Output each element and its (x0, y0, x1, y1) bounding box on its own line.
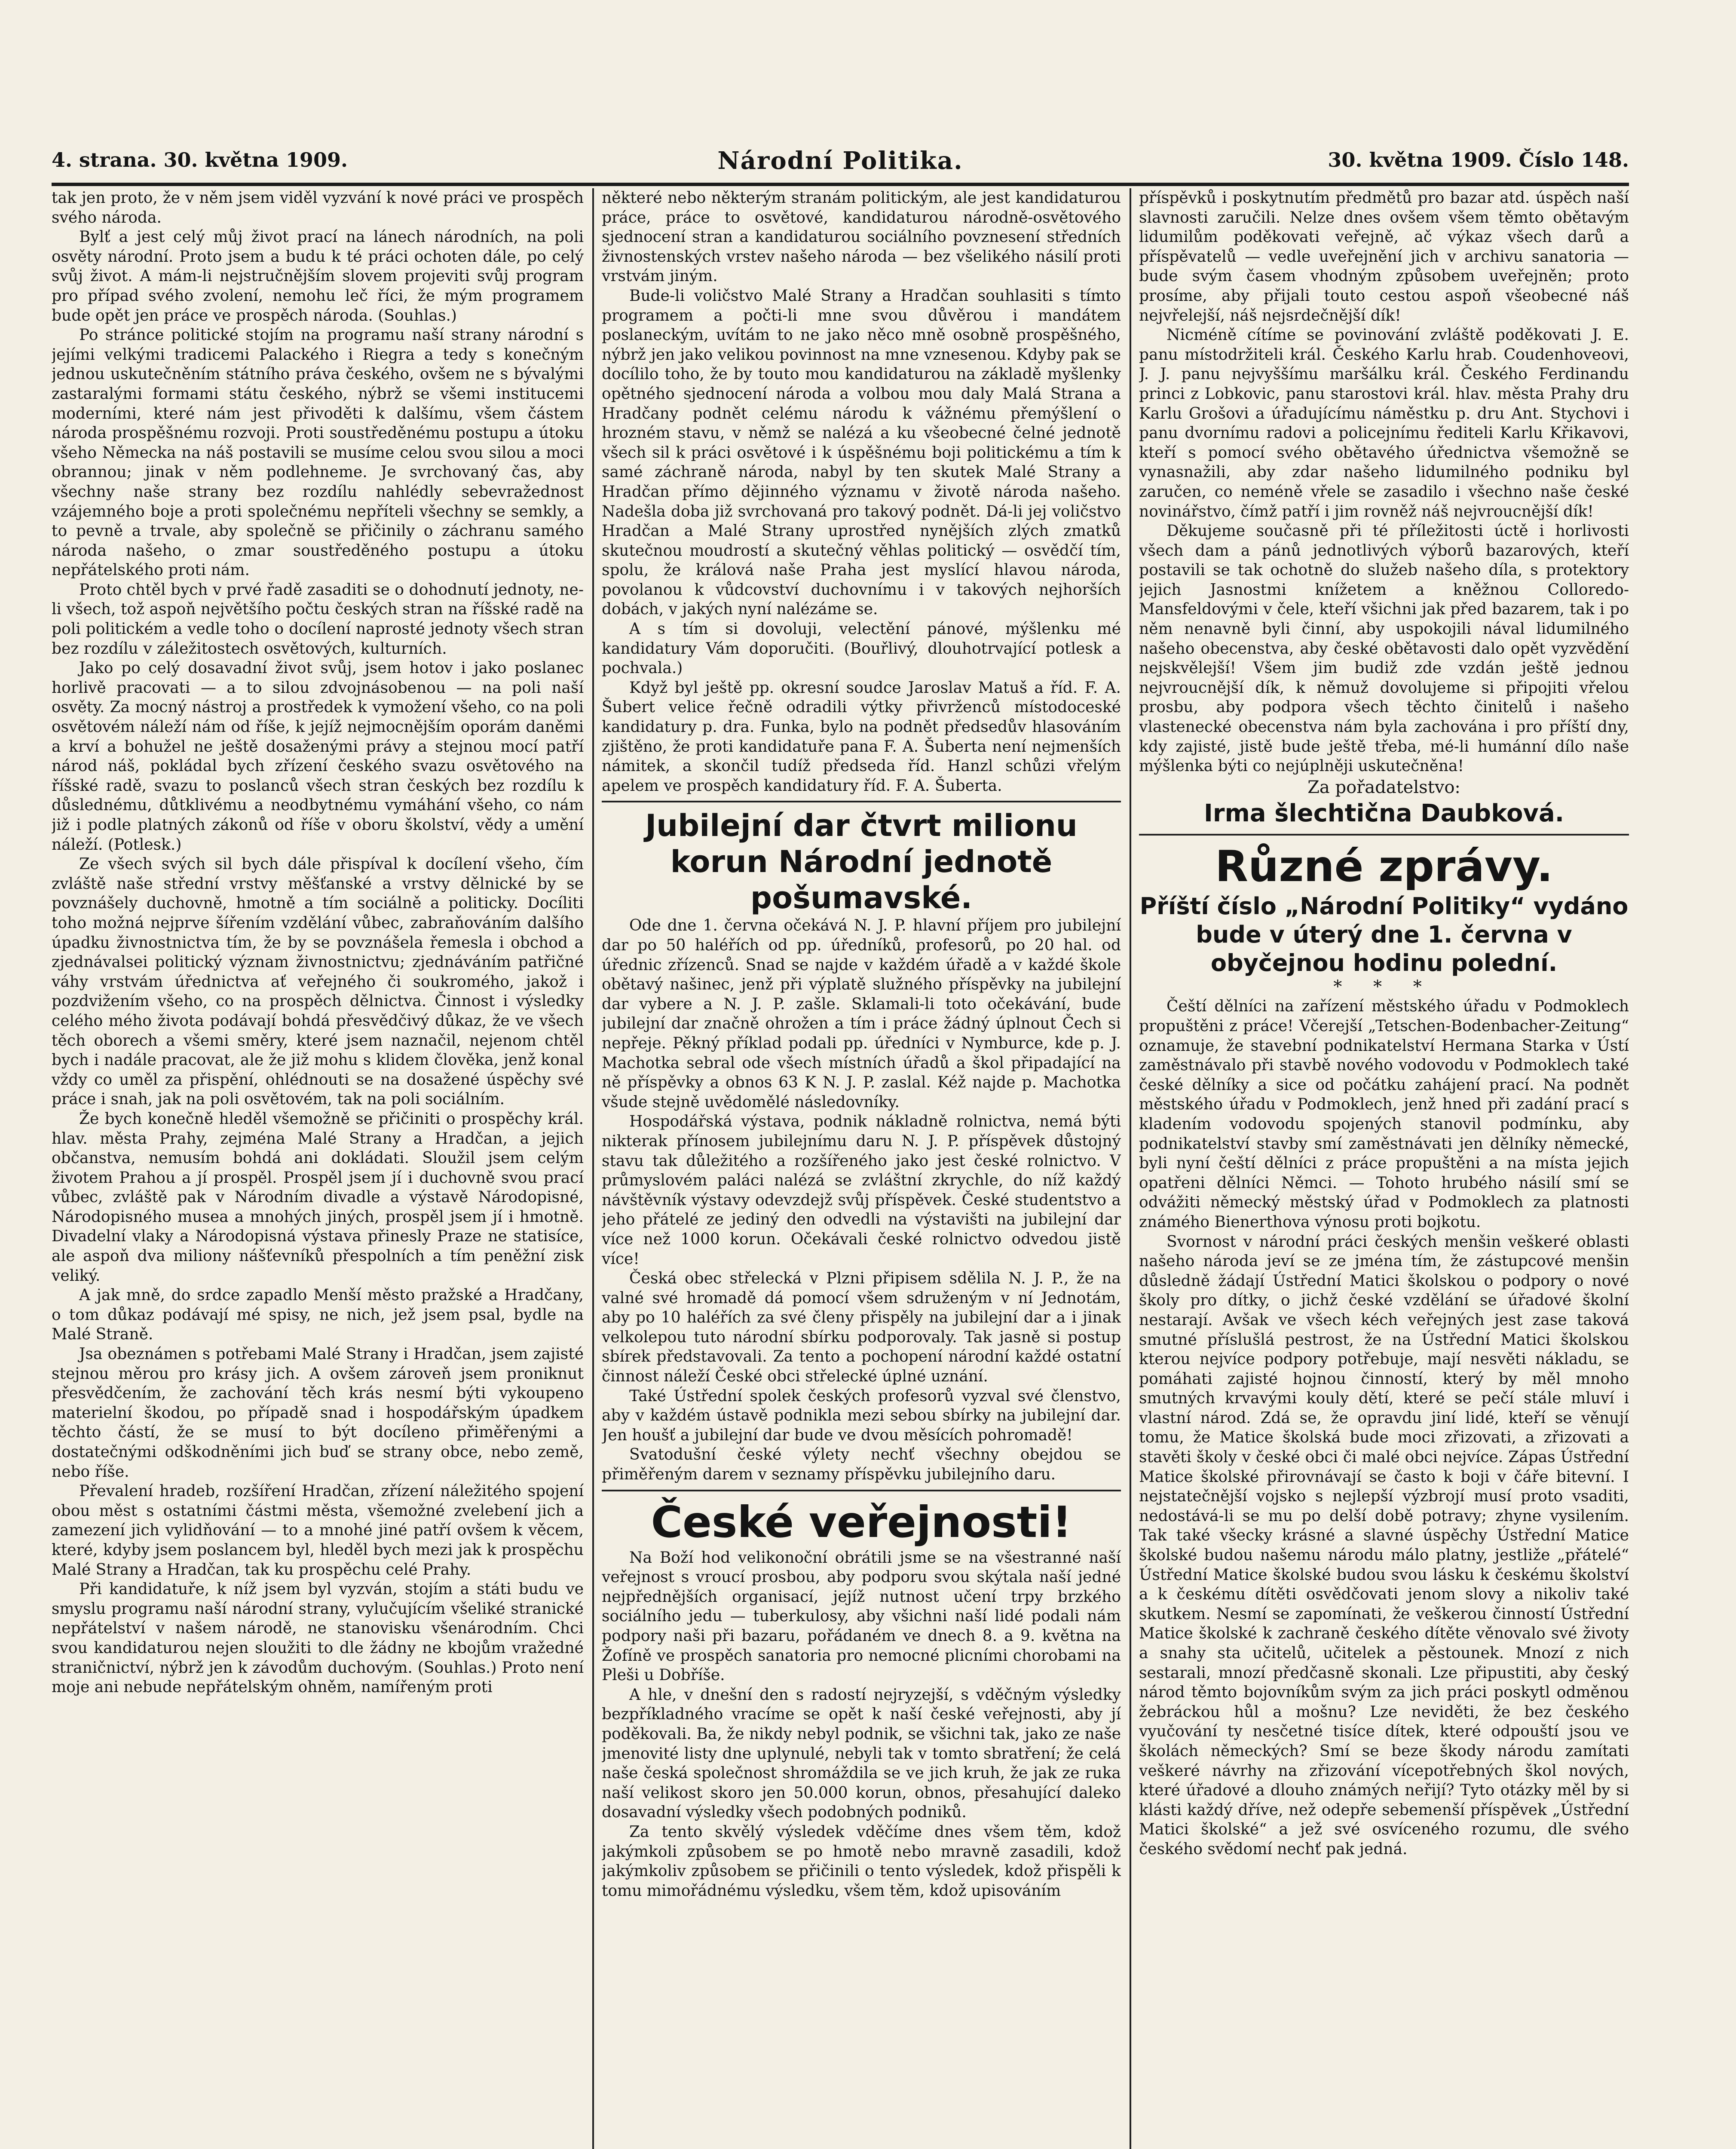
paragraph: A hle, v dnešní den s radostí nejryzejší, s vděčným výsledky bezpříkladného vracíme se opět k naší české veřejnosti, aby jí poděkovali. Ba, že nikdy nebyl podnik, se všichni tak, jako ze naše jmenovité listy dne uplynulé, nebyli tak v tomto sbratření; že celá naše česká společnost shromáždila se ve jich kruh, že jak ze ruka naší velikost skoro jen 50.000 korun, obnos, přesahující daleko dosavadní výsledky všech podobných podniků. (602, 1686, 1121, 1821)
column-divider-1 (592, 188, 594, 2149)
paragraph: Za tento skvělý výsledek vděčíme dnes všem těm, kdož jakýmkoli způsobem se po hmotě nebo mravně zasadili, kdož jakýmkoliv způsobem se přičinili o tento výsledek, kdož přispěli k tomu mimořádnému výsledku, všem těm, kdož upisováním (602, 1823, 1121, 1900)
column-divider-2 (1130, 188, 1131, 2149)
paragraph: Po stránce politické stojím na programu naší strany národní s jejími velkými tradicemi Palackého i Riegra a tedy s konečným jednou uskutečněním státního práva českého, ovšem ne s bývalými zastaralými formami státu českého, nýbrž se všemi institucemi moderními, které nám jest přivoděti k dalšímu, všem částem národa prospěšnému rozvoji. Proti soustředěnému postupu a útoku všeho Německa na náš postavili se musíme celou svou silou a moci obrannou; jinak v něm podlehneme. Je svrchovaný čas, aby všechny naše strany bez rozdílu nahlédly sebevražednost vzájemného boje a proti společnému nepříteli všechny se semkly, a to pevně a trvale, aby společně se přičinily o záchranu samého národa našeho, o zmar soustředěného postupu a útoku nepřátelského proti nám. (52, 326, 584, 579)
header-issue-number: 30. května 1909. Číslo 148. (1328, 148, 1629, 171)
paragraph: tak jen proto, že v něm jsem viděl vyzvání k nové práci ve prospěch svého národa. (52, 189, 584, 227)
paragraph: Bude-li voličstvo Malé Strany a Hradčan souhlasiti s tímto programem a počti-li mne svou důvěrou i mandátem poslaneckým, uvítám to ne jako něco mně osobně prospěšného, nýbrž jen jako velikou povinnost na mne vznesenou. Kdyby pak se docílilo toho, že by touto mou kandidaturou na základě myšlenky opětného sjednocení národa a volbou mou daly Malá Strana a Hradčany podnět celému národu k vážnému přemýšlení o hrozném stavu, v němž se nalézá a ku všeobecné čelné jednotě všech sil k práci osvětové i k úspěšnému boji politickému a tím k samé záchraně národa, nabyl by ten skutek Malé Strany a Hradčan přímo dějinného významu v životě národa našeho. Nadešla doba již svrchovaná pro takový podnět. Dá-li jej voličstvo Hradčan a Malé Strany uprostřed nynějších zlých zmatků skutečnou moudrostí a skutečný věhlas politický — osvědčí tím, spolu, že králová naše Praha jest myslící hlavou národa, povolanou k vůdcovství duchovnímu i v takových nejhorších dobách, v jakých nyní nalézáme se. (602, 287, 1121, 618)
paragraph: Svornost v národní práci českých menšin veškeré oblasti našeho národa jeví se ze jména tím, že zástupcové menšin důsledně žádají Ústřední Matici školskou o podpory o nové školy pro dítky, o jichž české vzdělání se úřadové školní nestarají. Avšak ve všech kéch veřejných jest zase taková smutné příslušlá pestrost, že na Ústřední Matici školskou kterou nejvíce podpory potřebuje, mají nesvěti nákladu, se pomáhati zajisté hojnou činností, který by měl mnoho smutných krvavými kouly dětí, které se pečí stále mluví i vlastní národ. Zdá se, že opravdu jiní lidé, kteří se věnují tomu, že Matice školská bude moci zřizovati, a zřizovati a stavěti školy v české obci či malé obci nejvíce. Zápas Ústřední Matice školské přirovnávají se často k boji v čáře bitevní. I nejstatečnější vojsko s nejlepší výzbrojí musí proto vsaditi, nedostává-li se mu po delší době potravy; zhyne vysilením. Tak také všecky krásné a slavné úspěchy Ústřední Matice školské budou našemu národu málo platny, jestliže „přátelé“ Ústřední Matice školské budou svou lásku k českému školství a k českému dítěti osvědčovati jenom slovy a nikoliv také skutkem. Nesmí se zapomínati, že veškerou činností Ústřední Matice školské k zachraně českého dítěte věnovalo své životy a snahy sta učitelů, učitelek a pěstounek. Mnozí z nich sestarali, mnozí předčasně skonali. Lze připustiti, aby český národ těmto bojovníkům svým za jich práci poskytl odměnou žebráckou hůl a mošnu? Lze neviděti, že bez českého vyučování ty nesčetné tisíce dítek, které odpouští jsou ve školách německých? Smí se beze škody národu zamítati veškeré návrhy na zřizování vícepotřebných škol nových, které úřadové a dlouho známých neřijí? Tyto otázky měl by si klásti každý dříve, než odepře sebemenší příspěvek „Ústřední Matici školské“ a jež své osvíceného rozumu, dle svého českého svědomí nechť pak jedná. (1139, 1233, 1629, 1858)
paragraph: Jako po celý dosavadní život svůj, jsem hotov i jako poslanec horlivě pracovati — a to silou zdvojnásobenou — na poli naší osvěty. Za mocný nástroj a prostředek k vymožení všeho, co na poli osvětovém náleží nám od říše, k jejíž nejmocnějším oporám daněmi a krví a bohužel ne ještě dosaženými právy a stejnou mocí patří národ náš, pokládal bych zřízení českého svazu osvětového na říšské radě, svazu to poslanců všech stran českých bez rozdílu k důslednému, důtklivému a neodbytnému vymáhání všeho, co nám již i podle platných zákonů od říše v oboru školství, vědy a umění náleží. (Potlesk.) (52, 659, 584, 854)
article-title-jubilee-gift: Jubilejní dar čtvrt milionu korun Národní jednotě pošumavské. (645, 808, 1078, 916)
section-rule (602, 1490, 1121, 1491)
paragraph: Když byl ještě pp. okresní soudce Jaroslav Matuš a říd. F. A. Šubert velice řečně odradili výtky přivrženců místodoceské kandidatury p. dra. Funka, bylo na podnět předsedův hlasováním zjištěno, že proti kandidatuře pana F. A. Šuberta není nejmenších námitek, a skončil tudíž předseda říd. Hanzl schůzi vřelým apelem ve prospěch kandidatury říd. F. A. Šuberta. (602, 679, 1121, 795)
header-rule (52, 183, 1629, 186)
paragraph: A jak mně, do srdce zapadlo Menší město pražské a Hradčany, o tom důkaz podávají mé spisy, ne nich, jež jsem psal, bydle na Malé Straně. (52, 1286, 584, 1344)
paragraph: Hospodářská výstava, podnik nákladně rolnictva, nemá býti nikterak přínosem jubilejnímu daru N. J. P. příspěvek důstojný stavu tak důležitého a rozšířeného jako jest české rolnictvo. V průmyslovém paláci nalézá se zvláštní zkrychle, do níž každý návštěvník výstavy odevzdejž svůj příspěvek. České studentstvo a jeho přátelé ze jediný den odvedli na výstavišti na jubilejní dar více než 1000 korun. Očekávali české rolnictvo odvedou jistě více! (602, 1113, 1121, 1268)
paragraph: Že bych konečně hleděl všemožně se přičiniti o prospěchy král. hlav. města Prahy, zejména Malé Strany a Hradčan, a jejich občanstva, nemusím bohdá ani dokládati. Sloužil jsem celým životem Prahou a jí prospěl. Prospěl jsem jí i duchovně svou prací vůbec, zvláště pak v Národním divadle a výstavě Národopisné, Národopisného musea a mnohých jiných, prospěl jsem jí i hmotně. Divadelní vlaky a Národopisná výstava přinesly Praze ne statisíce, ale aspoň dva miliony nášťevníků přespolních a tím peněžní zisk veliký. (52, 1110, 584, 1285)
section-title-misc-news: Různé zprávy. (1215, 841, 1553, 891)
paragraph: Svatodušní české výlety nechť všechny obejdou se přiměřeným darem v seznamy příspěvku jubilejního daru. (602, 1446, 1121, 1484)
paragraph: Při kandidatuře, k níž jsem byl vyzván, stojím a státi budu ve smyslu programu naší národní strany, vylučujícím všeliké stranické nepřátelství v našem národě, ne stanovisku všenárodním. Chci svou kandidaturou nejen sloužiti to dle žádny ne kbojům vražedné straničnictví, nýbrž jen k závodům duchovým. (Souhlas.) Proto není moje ani nebude nepřátelským ohněm, namířeným proti (52, 1580, 584, 1696)
paragraph: A s tím si dovoluji, velectění pánové, mýšlenku mé kandidatury Vám doporučiti. (Bouřlivý, dlouhotrvající potlesk a pochvala.) (602, 620, 1121, 677)
paragraph: příspěvků i poskytnutím předmětů pro bazar atd. úspěch naší slavnosti zaručili. Nelze dnes ovšem všem těmto obětavým lidumilům poděkovati veřejně, ač výkaz všech darů a příspěvatelů — vedle uveřejnění jich v archivu sanatoria — bude svým časem vhodným způsobem uveřejněn; proto prosíme, aby přijali touto cestou aspoň všeobecné náš nejvřelejší, náš nejsrdečnější dík! (1139, 189, 1629, 324)
paragraph: Česká obec střelecká v Plzni připisem sdělila N. J. P., že na valné své hromadě dá pomocí všem sdruženým v ní Jednotám, aby po 10 haléřích za své členy přispěly na jubilejní dar a i jinak velkolepou tuto národní sbírku podporovaly. Tak jasně si postup sbírek představovali. Za tento a pochopení národní každé ostatní činnost náleží České obci střelecké úplné uznání. (602, 1270, 1121, 1386)
column-3 (1139, 188, 1629, 2149)
header-page-date: 4. strana. 30. května 1909. (52, 148, 348, 171)
column-1 (52, 188, 584, 2149)
paragraph: Čeští dělníci na zařízení městského úřadu v Podmoklech propuštěni z práce! Včerejší „Tetschen-Bodenbacher-Zeitung“ oznamuje, že stavební podnikatelství Hermana Starka v Ústí zaměstnávalo při stavbě nového vodovodu v Podmoklech také české dělníky a sice od počátku zahájení prací. Na podnět městského úřadu v Podmoklech, jenž hned při zadání prací s kladením vodovodu spojených stanovil podmínku, aby podnikatelství stavby smí zaměstnávati jen dělníky německé, byli nyní čeští dělníci z práce propuštěni a na místa jejich opatřeni dělníci Němci. — Tohoto hrubého násilí smí se odvážiti německý městský úřad v Podmoklech za platnosti známého Bienerthova výnosu proti bojkotu. (1139, 998, 1629, 1231)
paragraph: Bylť a jest celý můj život prací na lánech národních, na poli osvěty národní. Proto jsem a budu k té práci ochoten dále, po celý svůj život. A mám-li nejstručnějším slovem projeviti svůj program pro případ svého zvolení, nemohu leč říci, že mým programem bude opět jen práce ve prospěch národa. (Souhlas.) (52, 228, 584, 324)
article-title-public: České veřejnosti! (651, 1497, 1072, 1547)
page-header (52, 148, 1629, 178)
separator-stars: * * * (1333, 977, 1435, 997)
paragraph: Proto chtěl bych v prvé řadě zasaditi se o dohodnutí jednoty, ne-li všech, tož aspoň největšího počtu českých stran na říšské radě na poli politickém a vedle toho o docílení naprosté jednoty všech stran bez rozdílu v záležitostech osvětových, kulturních. (52, 581, 584, 658)
section-rule (602, 801, 1121, 802)
column-2 (602, 188, 1121, 2149)
paragraph: Ze všech svých sil bych dále přispíval k docílení všeho, čím zvláště naše střední vrstvy měšťanské a vrstvy dělnické by se povznášely duchovně, hmotně a tím sociálně a politicky. Docíliti toho možná nejprve šířením vzdělání vůbec, zabraňováním dalšího úpadku živnostnictva tím, že by se povznášela řemesla i obchod a zjednávalsei politický význam živnostnictvu; zjednáváním patřičné váhy vrstvám úřednictva ať veřejného či soukromého, jakož i pozdvižením všeho, co na prospěch dělnictva. Činnost i výsledky celého mého života podávají bohdá přesvědčivý důkaz, že ve všech těch oborech a všemi směry, které jsem naznačil, nejenom chtěl bych i nadále pracovat, ale že již mohu s klidem člověka, jenž konal vždy co uměl za přispění, ohlédnouti se na dosažené úspěchy své práce i snah, jak na poli osvětovém, tak na poli sociálním. (52, 855, 584, 1108)
paragraph: Jsa obeznámen s potřebami Malé Strany i Hradčan, jsem zajisté stejnou měrou pro krásy jich. A ovšem zároveň jsem proniknut přesvědčením, že zachování těch krás nesmí býti vykoupeno materielní škodou, po případě snad i hospodářským úpadkem těchto částí, že se musí to být docíleno přiměřenými a dostatečnými odškodněními jich buď se strany obce, nebo země, nebo říše. (52, 1345, 584, 1481)
paragraph: Na Boží hod velikonoční obrátili jsme se na všestranné naší veřejnost s vroucí prosbou, aby podporu svou skýtala naší jedné nejpřednějších organisací, jejíž nutnost učení trpy brzkého sociálního jedu — tuberkulosy, aby všichni naší lidé podali nám podpory naši při bazaru, pořádaném ve dnech 8. a 9. května na Žofíně ve prospěch sanatoria pro nemocné plicními chorobami na Pleši u Dobříše. (602, 1549, 1121, 1684)
paragraph: Také Ústřední spolek českých profesorů vyzval své členstvo, aby v každém ústavě podnikla mezi sebou sbírky na jubilejní dar. Jen houšť a jubilejní dar bude ve dvou měsících pohromadě! (602, 1387, 1121, 1444)
masthead-title: Národní Politika. (717, 147, 963, 175)
paragraph: Děkujeme současně při té příležitosti úctě i horlivosti všech dam a pánů jednotlivých výborů bazarových, kteří postavili se tak ochotně do služeb našeho díla, s protektory jejich Jasnostmi knížetem a kněžnou Colloredo-Mansfeldovými v čele, kteří všichni jak před bazarem, tak i po něm nenavně byli činní, aby uspokojili nával lidumilného našeho obecenstva, aby české obětavosti dalo opět vyzvědění nejskvělejší! Všem jim budiž zde vzdán ještě jednou nejvroucnější dík, k němuž dovolujeme si připojiti vřelou prosbu, aby podpora všech těchto činitelů i našeho vlastenecké obecenstva nám byla zachována i pro příští dny, kdy zajisté, jistě bude ještě třeba, mé-li humánní dílo naše mýšlenka býti co nejúplněji uskutečněna! (1139, 522, 1629, 775)
paragraph: Převalení hradeb, rozšíření Hradčan, zřízení náležitého spojení obou měst s ostatními částmi města, všemožné zvelebení jich a zamezení jich vylidňování — to a mnohé jiné patří ovšem k věcem, které, kdyby jsem poslancem byl, hleděl bych mezi jak k prospěchu Malé Strany a Hradčan, tak ku prospěchu celé Prahy. (52, 1482, 584, 1579)
signature-name: Irma šlechtična Daubková. (1204, 799, 1564, 827)
section-rule (1139, 834, 1629, 836)
paragraph: Nicméně cítíme se povinování zvláště poděkovati J. E. panu místodržiteli král. Českého Karlu hrab. Coudenhoveovi, J. J. panu nejvyššímu maršálku král. Českého Ferdinandu princi z Lobkovic, panu starostovi král. hlav. města Prahy dru Karlu Grošovi a úřadujícímu náměstku p. dru Ant. Stychovi i panu dvornímu radovi a policejnímu řediteli Karlu Křikavovi, kteří s pomocí svého obětavého úřednictva všemožně se vynasnažili, aby zdar našeho lidumilného podniku byl zaručen, co neméně vřele se zasadilo i všechno naše české novinářstvo, čímž patří i jim rovněž náš nejvroucnější dík! (1139, 326, 1629, 520)
paragraph: některé nebo některým stranám politickým, ale jest kandidaturou práce, práce to osvětové, kandidaturou národně-osvětového sjednocení stran a kandidaturou sociálního povznesení středních živnostenských vrstev našeho národa — bez všelikého násilí proti vrstvám jiným. (602, 189, 1121, 285)
next-issue-notice: Příští číslo „Národní Politiky“ vydáno bude v úterý dne 1. června v obyčejnou hodinu polední. (1139, 892, 1629, 977)
signature-label: Za pořadatelstvo: (1307, 777, 1460, 797)
paragraph: Ode dne 1. června očekává N. J. P. hlavní příjem pro jubilejní dar po 50 haléřích od pp. úředníků, profesorů, po 20 hal. od úřednic zřízenců. Snad se najde v každém úřadě a v každé škole obětavý našinec, jenž při výplatě služného příspěvky na jubilejní dar vybere a N. J. P. zašle. Sklamali-li toto očekávání, bude jubilejní dar značně ohrožen a tím i práce žádný úplnout Čech si nepřeje. Pěkný příklad podali pp. úředníci v Nymburce, kde p. J. Machotka sebral ode všech místních úřadů a škol připadající na ně příspěvky a obnos 63 K N. J. P. zaslal. Kéž najde p. Machotka všude stejně uvědomělé následovníky. (602, 917, 1121, 1111)
